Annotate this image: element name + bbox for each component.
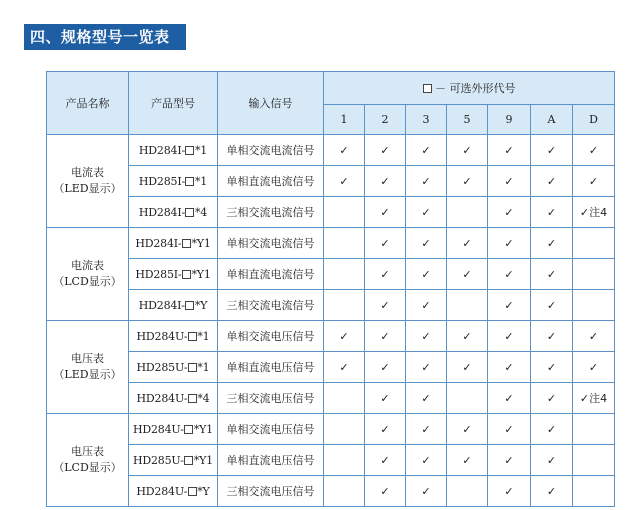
table-row (47, 321, 615, 352)
input-signal-cell: 单相直流电流信号 (218, 259, 324, 290)
model-suffix: *Y (197, 484, 210, 498)
code-3-mark: ✓ (406, 259, 447, 290)
header-optional-code (324, 72, 615, 105)
code-3-mark: ✓ (406, 414, 447, 445)
code-a-mark: ✓ (531, 290, 573, 321)
placeholder-box-icon (423, 84, 432, 93)
code-d-mark (573, 414, 615, 445)
code-9-mark: ✓ (488, 197, 531, 228)
input-signal-cell: 单相交流电压信号 (218, 321, 324, 352)
model-suffix: *1 (197, 329, 210, 343)
model-suffix: *4 (194, 205, 208, 219)
model-prefix: HD285I- (135, 267, 182, 281)
code-a-mark: ✓ (531, 166, 573, 197)
header-input-signal: 输入信号 (218, 72, 324, 135)
input-signal-cell: 单相交流电压信号 (218, 414, 324, 445)
product-model-cell (129, 166, 218, 197)
code-9-mark: ✓ (488, 135, 531, 166)
placeholder-box-icon (185, 301, 194, 310)
code-2-mark: ✓ (365, 166, 406, 197)
placeholder-box-icon (185, 177, 194, 186)
model-prefix: HD284U- (136, 329, 188, 343)
code-1-mark (324, 259, 365, 290)
code-2-mark: ✓ (365, 135, 406, 166)
code-3-mark: ✓ (406, 476, 447, 507)
code-3-mark: ✓ (406, 135, 447, 166)
code-9-mark: ✓ (488, 476, 531, 507)
code-a-mark: ✓ (531, 259, 573, 290)
input-signal-cell: 单相直流电压信号 (218, 352, 324, 383)
code-2-mark: ✓ (365, 228, 406, 259)
code-2-mark: ✓ (365, 290, 406, 321)
code-a-mark: ✓ (531, 414, 573, 445)
header-product-model: 产品型号 (129, 72, 218, 135)
model-suffix: *Y1 (193, 453, 213, 467)
placeholder-box-icon (185, 208, 194, 217)
product-model-cell (129, 259, 218, 290)
model-prefix: HD284U- (136, 391, 188, 405)
placeholder-box-icon (182, 239, 191, 248)
table-row (47, 352, 615, 383)
code-9-mark: ✓ (488, 352, 531, 383)
model-suffix: *Y (194, 298, 208, 312)
product-name-cell (47, 321, 129, 414)
code-a-mark: ✓ (531, 135, 573, 166)
input-signal-cell: 单相直流电流信号 (218, 166, 324, 197)
product-model-cell (129, 228, 218, 259)
code-5-mark: ✓ (447, 321, 488, 352)
section-title: 四、规格型号一览表 (24, 24, 186, 50)
product-model-cell (129, 414, 218, 445)
header-code-d: D (573, 105, 615, 135)
code-a-mark: ✓ (531, 383, 573, 414)
code-9-mark: ✓ (488, 166, 531, 197)
placeholder-box-icon (188, 363, 197, 372)
code-d-mark (573, 259, 615, 290)
code-3-mark: ✓ (406, 352, 447, 383)
product-name-cell (47, 135, 129, 228)
product-model-cell (129, 383, 218, 414)
model-suffix: *1 (194, 143, 208, 157)
header-product-name: 产品名称 (47, 72, 129, 135)
input-signal-cell: 单相交流电流信号 (218, 135, 324, 166)
input-signal-cell: 三相交流电压信号 (218, 383, 324, 414)
code-d-mark: ✓ (573, 135, 615, 166)
placeholder-box-icon (188, 394, 197, 403)
code-5-mark: ✓ (447, 259, 488, 290)
code-1-mark (324, 445, 365, 476)
table-row (47, 135, 615, 166)
placeholder-box-icon (184, 456, 193, 465)
product-name-line1: 电流表 (71, 166, 104, 179)
product-model-cell (129, 290, 218, 321)
product-name-line1: 电压表 (71, 352, 104, 365)
table-row (47, 445, 615, 476)
table-row (47, 228, 615, 259)
product-model-cell (129, 352, 218, 383)
code-2-mark: ✓ (365, 476, 406, 507)
model-suffix: *1 (194, 174, 208, 188)
placeholder-box-icon (182, 270, 191, 279)
code-2-mark: ✓ (365, 445, 406, 476)
product-name-line2: （LCD显示） (53, 461, 122, 474)
code-a-mark: ✓ (531, 321, 573, 352)
code-d-mark: ✓注4 (573, 197, 615, 228)
code-5-mark: ✓ (447, 228, 488, 259)
code-2-mark: ✓ (365, 259, 406, 290)
header-optional-code-label: － 可选外形代号 (435, 82, 516, 95)
placeholder-box-icon (185, 146, 194, 155)
code-3-mark: ✓ (406, 166, 447, 197)
code-d-mark: ✓注4 (573, 383, 615, 414)
table-row (47, 383, 615, 414)
code-d-mark (573, 445, 615, 476)
code-5-mark (447, 476, 488, 507)
code-9-mark: ✓ (488, 414, 531, 445)
code-3-mark: ✓ (406, 197, 447, 228)
product-name-line2: （LED显示） (53, 368, 122, 381)
model-suffix: *Y1 (191, 236, 211, 250)
header-code-1: 1 (324, 105, 365, 135)
model-prefix: HD284I- (138, 298, 185, 312)
product-model-cell (129, 135, 218, 166)
placeholder-box-icon (188, 487, 197, 496)
code-3-mark: ✓ (406, 445, 447, 476)
code-5-mark (447, 290, 488, 321)
code-2-mark: ✓ (365, 414, 406, 445)
code-d-mark (573, 290, 615, 321)
product-model-cell (129, 445, 218, 476)
code-1-mark (324, 228, 365, 259)
code-2-mark: ✓ (365, 383, 406, 414)
product-name-line2: （LCD显示） (53, 275, 122, 288)
code-a-mark: ✓ (531, 476, 573, 507)
model-prefix: HD284I- (138, 143, 185, 157)
table-body (47, 135, 615, 507)
table-row (47, 414, 615, 445)
input-signal-cell: 单相直流电压信号 (218, 445, 324, 476)
product-model-cell (129, 476, 218, 507)
code-a-mark: ✓ (531, 228, 573, 259)
model-suffix: *Y1 (191, 267, 211, 281)
model-prefix: HD284I- (135, 236, 182, 250)
code-2-mark: ✓ (365, 197, 406, 228)
code-5-mark: ✓ (447, 445, 488, 476)
code-d-mark: ✓ (573, 352, 615, 383)
code-1-mark: ✓ (324, 135, 365, 166)
header-code-9: 9 (488, 105, 531, 135)
table-row (47, 290, 615, 321)
placeholder-box-icon (188, 332, 197, 341)
code-9-mark: ✓ (488, 321, 531, 352)
header-code-5: 5 (447, 105, 488, 135)
code-5-mark: ✓ (447, 352, 488, 383)
code-9-mark: ✓ (488, 290, 531, 321)
code-3-mark: ✓ (406, 383, 447, 414)
code-9-mark: ✓ (488, 259, 531, 290)
product-name-line2: （LED显示） (53, 182, 122, 195)
input-signal-cell: 三相交流电流信号 (218, 197, 324, 228)
table-row (47, 259, 615, 290)
code-5-mark (447, 197, 488, 228)
code-1-mark: ✓ (324, 352, 365, 383)
code-1-mark: ✓ (324, 321, 365, 352)
product-name-line1: 电压表 (71, 445, 104, 458)
code-3-mark: ✓ (406, 228, 447, 259)
model-prefix: HD285I- (138, 174, 185, 188)
table-row (47, 197, 615, 228)
header-code-a: A (531, 105, 573, 135)
product-model-cell (129, 321, 218, 352)
code-5-mark: ✓ (447, 414, 488, 445)
code-d-mark (573, 476, 615, 507)
code-9-mark: ✓ (488, 445, 531, 476)
code-2-mark: ✓ (365, 352, 406, 383)
code-d-mark: ✓ (573, 321, 615, 352)
code-d-mark: ✓ (573, 166, 615, 197)
code-1-mark (324, 197, 365, 228)
code-a-mark: ✓ (531, 197, 573, 228)
input-signal-cell: 单相交流电流信号 (218, 228, 324, 259)
model-prefix: HD284I- (138, 205, 185, 219)
header-code-2: 2 (365, 105, 406, 135)
code-5-mark: ✓ (447, 135, 488, 166)
code-1-mark (324, 383, 365, 414)
code-5-mark: ✓ (447, 166, 488, 197)
model-prefix: HD285U- (136, 360, 188, 374)
spec-table (46, 71, 615, 507)
code-2-mark: ✓ (365, 321, 406, 352)
code-3-mark: ✓ (406, 321, 447, 352)
code-1-mark: ✓ (324, 166, 365, 197)
input-signal-cell: 三相交流电流信号 (218, 290, 324, 321)
product-model-cell (129, 197, 218, 228)
code-1-mark (324, 290, 365, 321)
product-name-cell (47, 228, 129, 321)
code-3-mark: ✓ (406, 290, 447, 321)
model-suffix: *4 (197, 391, 210, 405)
code-d-mark (573, 228, 615, 259)
model-prefix: HD284U- (133, 422, 184, 436)
input-signal-cell: 三相交流电压信号 (218, 476, 324, 507)
table-row (47, 166, 615, 197)
model-prefix: HD284U- (136, 484, 188, 498)
table-row (47, 476, 615, 507)
code-a-mark: ✓ (531, 445, 573, 476)
code-9-mark: ✓ (488, 228, 531, 259)
placeholder-box-icon (184, 425, 193, 434)
code-a-mark: ✓ (531, 352, 573, 383)
code-1-mark (324, 414, 365, 445)
product-name-line1: 电流表 (71, 259, 104, 272)
code-5-mark (447, 383, 488, 414)
model-suffix: *Y1 (193, 422, 213, 436)
code-9-mark: ✓ (488, 383, 531, 414)
model-suffix: *1 (197, 360, 210, 374)
header-code-3: 3 (406, 105, 447, 135)
product-name-cell (47, 414, 129, 507)
model-prefix: HD285U- (133, 453, 184, 467)
code-1-mark (324, 476, 365, 507)
